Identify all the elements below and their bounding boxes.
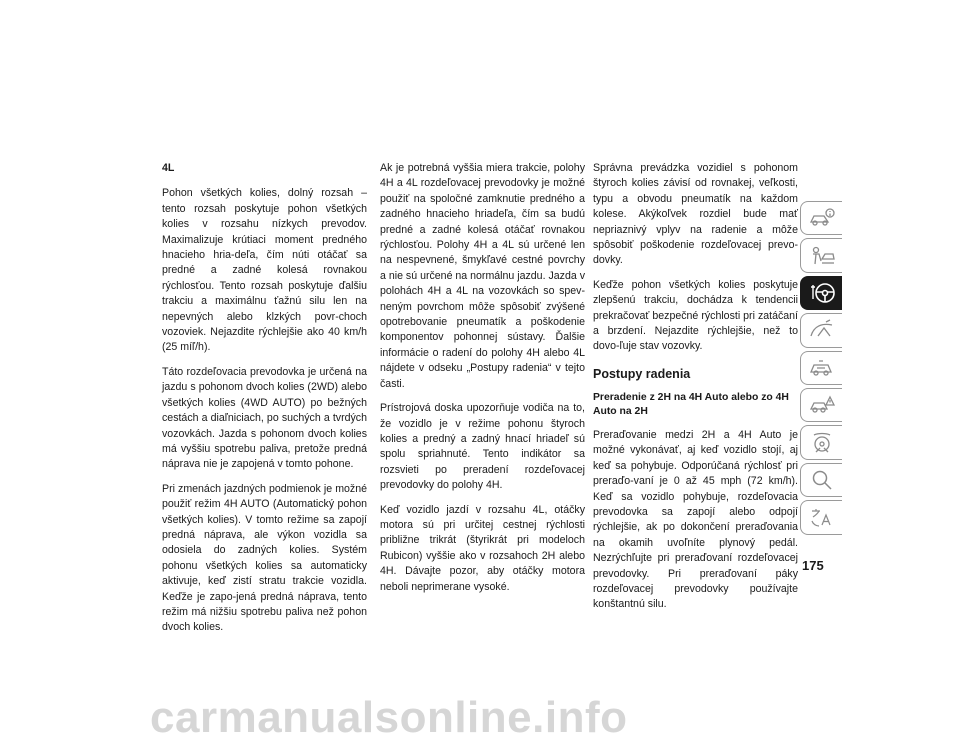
paragraph: Keďže pohon všetkých kolies poskytuje zlepšenú trakciu, dochádza k tendencii prekračovať bezpečné rýchlosti pri zatáčaní a brzdení. Nejazdite rýchlejšie, než to dovo-ľuje stav vozovky.	[593, 278, 798, 353]
section-label: 4L	[162, 162, 175, 174]
page-number: 175	[802, 558, 824, 573]
car-dashboard-icon	[808, 318, 836, 342]
paragraph: Ak je potrebná vyššia miera trakcie, polohy 4H a 4L rozdeľovacej prevodovky je možné použiť na spoločné zamknutie predného a zadného hnacieho hriadeľa, čím sa budú predné a zadné kolesá otáčať rovnakou rýchlosťou. Polohy 4H a 4L sú určené len na nespevnené, šmykľavé cestné povrchy a nie sú určené na normálnu jazdu. Jazda v polohách 4H a 4L na vozovkách so spev-neným povrchom môže spôsobiť zvýšené opotrebovanie pneumatík a poškodenie komponentov pohonnej sústavy. Ďalšie informácie o radení do polohy 4H alebo 4L nájdete v odseku „Postupy radenia“ v tejto časti.	[380, 162, 585, 390]
languages-icon	[808, 505, 836, 529]
paragraph: Správna prevádzka vozidiel s pohonom štyroch kolies závisí od rovnakej, veľkosti, typu a obvodu pneumatík na každom kolese. Akýkoľvek rozdiel bude mať nepriaznivý vplyv na radenie a môže spôsobiť poškodenie rozdeľovacej prevo-dovky.	[593, 162, 798, 267]
steering-wheel-icon	[808, 281, 836, 305]
text-column-1	[162, 161, 367, 645]
car-safety-icon	[808, 244, 836, 268]
chapter-tabs	[800, 201, 842, 538]
text-column-2	[380, 161, 585, 604]
tab-car-safety[interactable]	[800, 238, 842, 272]
subsection-heading: Preradenie z 2H na 4H Auto alebo zo 4H Auto na 2H	[593, 391, 789, 418]
tab-dashboard[interactable]	[800, 313, 842, 347]
tab-multimedia[interactable]	[800, 425, 842, 459]
paragraph: Keď vozidlo jazdí v rozsahu 4L, otáčky motora sú pri určitej cestnej rýchlosti približne trikrát (štyrikrát pri modeloch Rubicon) vyššie ako v rozsahoch 2H alebo 4H. Dávajte pozor, aby otáčky motora neboli neprimerane vysoké.	[380, 503, 585, 593]
car-info-icon	[808, 206, 836, 230]
tab-starting-and-operating[interactable]	[800, 276, 842, 310]
tab-car-info[interactable]	[800, 201, 842, 235]
section-heading: Postupy radenia	[593, 366, 691, 381]
multimedia-icon	[808, 431, 836, 455]
paragraph: Prístrojová doska upozorňuje vodiča na to, že vozidlo je v režime pohonu štyroch kolies a predný a zadný hnací hriadeľ sú spolu spriahnuté. Tento indikátor sa rozsvieti po preradení rozdeľovacej prevodovky do polohy 4H.	[380, 402, 585, 492]
car-emergency-icon	[808, 393, 836, 417]
text-column-3	[593, 161, 798, 622]
watermark: carmanualsonline.info	[150, 693, 628, 742]
tab-index[interactable]	[800, 463, 842, 497]
tab-emergency[interactable]	[800, 388, 842, 422]
paragraph: Pohon všetkých kolies, dolný rozsah – tento rozsah poskytuje pohon všetkých kolies v rozsahu nízkych prevodov. Maximalizuje krútiaci moment predného hnacieho hria-deľa, čím núti otáčať sa predné a zadné kolesá rovnakou rýchlosťou. Tento rozsah poskytuje ďalšiu trakciu a maximálnu ťažnú silu len na nepevných alebo klzkých povr-choch vozoviek. Nejazdite rýchlejšie ako 40 km/h (25 míľ/h).	[162, 187, 367, 354]
paragraph: Pri zmenách jazdných podmienok je možné použiť režim 4H AUTO (Automatický pohon všetkých kolies). V tomto režime sa zapojí predná náprava, ale výkon vozidla sa odosiela do zadných kolies. Systém pohonu všetkých kolies sa automaticky aktivuje, keď zistí stratu trakcie vozidla. Keďže je zapo-jená predná náprava, tento režim má nižšiu spotrebu paliva než pohon dvoch kolies.	[162, 482, 367, 634]
tab-service[interactable]	[800, 351, 842, 385]
magnifier-icon	[808, 468, 836, 492]
car-service-icon	[808, 356, 836, 380]
paragraph: Preraďovanie medzi 2H a 4H Auto je možné vykonávať, aj keď vozidlo stojí, aj keď sa pohybuje. Odporúčaná rýchlosť pri preraďo-vaní je 0 až 45 mph (72 km/h). Keď sa vozidlo pohybuje, rozdeľovacia prevodovka sa zapojí alebo odpojí rýchlejšie, ak po dokončení preraďovania na okamih uvoľníte plynový pedál. Nezrýchľujte pri preraďovaní rozdeľovacej prevodovky. Pri preraďovaní páky rozdeľovacej prevodovky používajte konštantnú silu.	[593, 428, 798, 611]
tab-languages[interactable]	[800, 500, 842, 534]
paragraph: Táto rozdeľovacia prevodovka je určená na jazdu s pohonom dvoch kolies (2WD) alebo všetkých kolies (4WD AUTO) po bežných cestách a diaľniciach, po suchých a tvrdých vozovkách. Jazda s pohonom dvoch kolies má vyššiu spotrebu paliva, pretože predná náprava nie je zapojená v tomto pohone.	[162, 365, 367, 471]
